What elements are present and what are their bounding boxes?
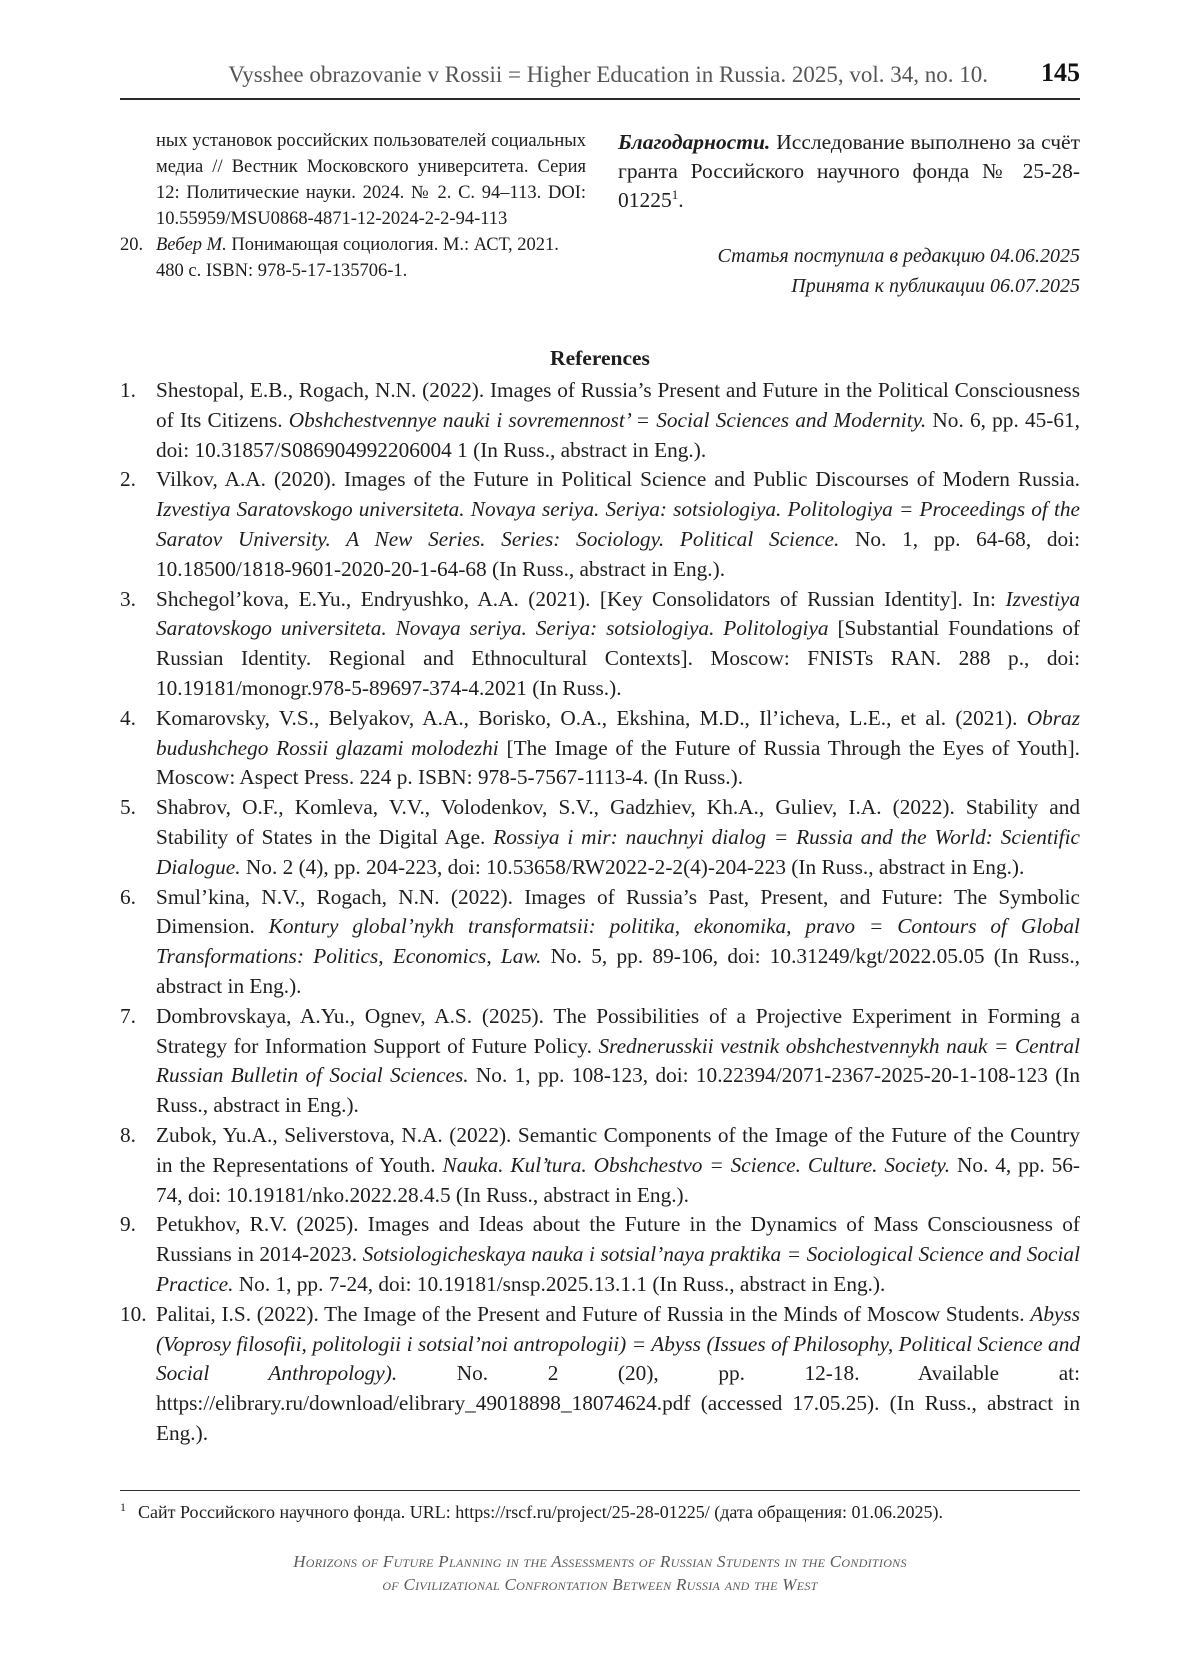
running-head	[120, 58, 1080, 100]
reference-details: No. 2 (4), pp. 204-223, doi: 10.53658/RW2022-2-2(4)-204-223 (In Russ., abstract in Eng.).	[240, 854, 1025, 879]
reference-item	[120, 465, 1080, 584]
reference-number: 3.	[120, 586, 136, 611]
reference-text	[156, 232, 586, 284]
reference-details: [The Image of the Future of Russia Through the Eyes of Youth]. Moscow: Aspect Press. 224 p. ISBN: 978-5-7567-1113-4. (In Russ.).	[156, 735, 1080, 790]
reference-details: No. 1, pp. 64-68, doi: 10.18500/1818-9601-2020-20-1-64-68 (In Russ., abstract in Eng.).	[156, 526, 1080, 581]
reference-text	[156, 1210, 1080, 1299]
reference-details: No. 2 (20), pp. 12-18. Available at: https://elibrary.ru/download/elibrary_49018898_18074624.pdf (accessed 17.05.25). (In Russ., abstract in Eng.).	[156, 1361, 1081, 1445]
reference-author: Вебер М.	[156, 235, 227, 255]
acknowledgements-label: Благодарности.	[618, 130, 771, 154]
reference-20	[120, 232, 586, 284]
reference-authors: Smul’kina, N.V., Rogach, N.N. (2022). Images of Russia’s Past, Present, and Future: The Symbolic Dimension.	[156, 884, 1080, 939]
reference-item	[120, 793, 1080, 882]
running-footer-title	[120, 1550, 1080, 1596]
reference-text	[156, 1121, 1080, 1210]
reference-number: 7.	[120, 1003, 136, 1028]
footnote	[120, 1500, 1080, 1524]
footer-title-line-1: Horizons of Future Planning in the Assessments of Russian Students in the Conditions	[293, 1552, 907, 1571]
reference-source: Abyss (Voprosy filosofii, politologii i sotsial’noi antropologii) = Abyss (Issues of Philosophy, Political Science and Social Anthropology).	[156, 1301, 1080, 1386]
reference-source: Rossiya i mir: nauchnyi dialog = Russia and the World: Scientific Dialogue.	[156, 824, 1080, 879]
reference-text	[156, 585, 1080, 704]
reference-source: Kontury global’nykh transformatsii: politika, ekonomika, pravo = Contours of Global Transformations: Politics, Economics, Law.	[156, 914, 1080, 969]
footnote-mark: 1	[120, 1500, 126, 1514]
reference-item	[120, 1300, 1080, 1449]
references-heading: References	[550, 346, 650, 370]
references-list	[120, 376, 1080, 1449]
reference-details: No. 1, pp. 108-123, doi: 10.22394/2071-2367-2025-20-1-108-123 (In Russ., abstract in Eng.).	[156, 1063, 1080, 1118]
received-date: Статья поступила в редакцию 04.06.2025	[717, 245, 1080, 267]
reference-text	[156, 1002, 1080, 1121]
reference-source: Sotsiologicheskaya nauka i sotsial’naya praktika = Sociological Science and Social Practice.	[156, 1242, 1080, 1296]
reference-authors: Vilkov, A.A. (2020). Images of the Future in Political Science and Public Discourses of Modern Russia.	[156, 467, 1080, 492]
reference-number: 10.	[120, 1301, 147, 1326]
reference-details: No. 1, pp. 7-24, doi: 10.19181/snsp.2025.13.1.1 (In Russ., abstract in Eng.).	[233, 1271, 886, 1296]
reference-number: 20.	[120, 235, 144, 255]
footnote-text: Сайт Российского научного фонда. URL: https://rscf.ru/project/25-28-01225/ (дата обращения: 01.06.2025).	[138, 1502, 944, 1522]
top-two-column-block	[120, 128, 1080, 318]
reference-body: Понимающая социология. М.: АСТ, 2021. 480 с. ISBN: 978-5-17-135706-1.	[156, 235, 559, 281]
reference-item	[120, 1121, 1080, 1210]
accepted-date: Принята к публикации 06.07.2025	[791, 275, 1080, 297]
reference-details: No. 5, pp. 89-106, doi: 10.31249/kgt/2022.05.05 (In Russ., abstract in Eng.).	[156, 944, 1080, 998]
journal-citation: Vysshee obrazovanie v Rossii = Higher Education in Russia. 2025, vol. 34, no. 10.	[228, 62, 988, 87]
acknowledgements-period: .	[678, 188, 684, 212]
reference-item	[120, 1210, 1080, 1299]
reference-source: Obshchestvennye nauki i sovremennost’ = Social Sciences and Modernity.	[288, 407, 927, 432]
acknowledgements-block	[618, 128, 1080, 301]
reference-authors: Dombrovskaya, A.Yu., Ognev, A.S. (2025). The Possibilities of a Projective Experiment in Forming a Strategy for Information Support of Future Policy.	[156, 1003, 1080, 1058]
reference-details: No. 4, pp. 56-74, doi: 10.19181/nko.2022.28.4.5 (In Russ., abstract in Eng.).	[156, 1152, 1080, 1207]
reference-item	[120, 1002, 1080, 1121]
reference-number: 9.	[120, 1212, 136, 1237]
russian-references-continuation	[120, 128, 586, 284]
acknowledgements-text: Исследование выполнено за счёт гранта Российского научного фонда № 25-28-01225	[618, 130, 1080, 212]
reference-authors: Komarovsky, V.S., Belyakov, A.A., Borisko, O.A., Ekshina, M.D., Il’icheva, L.E., et al. (2021).	[156, 705, 1027, 730]
reference-item	[120, 585, 1080, 704]
reference-number: 8.	[120, 1122, 136, 1147]
reference-authors: Shabrov, O.F., Komleva, V.V., Volodenkov, S.V., Gadzhiev, Kh.A., Guliev, I.A. (2022). Stability and Stability of States in the Digital Age.	[156, 795, 1080, 849]
reference-authors: Shestopal, E.B., Rogach, N.N. (2022). Images of Russia’s Present and Future in the Political Consciousness of Its Citizens.	[156, 378, 1080, 432]
reference-number: 1.	[120, 378, 136, 402]
footer-title-line-2: of Civilizational Confrontation Between Russia and the West	[382, 1575, 818, 1594]
reference-authors: Palitai, I.S. (2022). The Image of the Present and Future of Russia in the Minds of Moscow Students.	[156, 1301, 1031, 1326]
reference-source: Izvestiya Saratovskogo universiteta. Novaya seriya. Seriya: sotsiologiya. Politologiya	[156, 586, 1080, 641]
acknowledgements	[618, 128, 1080, 215]
reference-source: Obraz budushchego Rossii glazami molodezhi	[156, 705, 1080, 760]
reference-number: 5.	[120, 795, 136, 820]
reference-source: Nauka. Kul’tura. Obshchestvo = Science. Culture. Society.	[442, 1152, 951, 1177]
reference-authors: Petukhov, R.V. (2025). Images and Ideas about the Future in the Dynamics of Mass Consciousness of Russians in 2014-2023.	[156, 1212, 1080, 1267]
reference-text	[156, 1300, 1080, 1449]
reference-source: Izvestiya Saratovskogo universiteta. Novaya seriya. Seriya: sotsiologiya. Politologiya = Proceedings of the Saratov University. A New Series. Series: Sociology. Political Science.	[156, 497, 1080, 551]
reference-19-continuation: ных установок российских пользователей социальных медиа // Вестник Московского университета. Серия 12: Политические науки. 2024. № 2. С. 94–113. DOI: 10.55959/MSU0868-4871-12-2024-2-2-94-113	[156, 131, 586, 229]
reference-text	[156, 465, 1080, 584]
reference-number: 2.	[120, 467, 136, 492]
article-dates	[618, 241, 1080, 301]
reference-number: 6.	[120, 884, 136, 909]
page-number: 145	[1041, 58, 1080, 87]
reference-details: No. 6, pp. 45-61, doi: 10.31857/S086904992206004 1 (In Russ., abstract in Eng.).	[156, 407, 1080, 462]
reference-text	[156, 704, 1080, 793]
reference-item	[120, 376, 1080, 465]
reference-text	[156, 883, 1080, 1002]
footnote-divider	[120, 1490, 1080, 1491]
reference-details: [Substantial Foundations of Russian Identity. Regional and Ethnocultural Contexts]. Moscow: FNISTs RAN. 288 p., doi: 10.19181/monogr.978-5-89697-374-4.2021 (In Russ.).	[156, 616, 1080, 700]
reference-text	[156, 793, 1080, 882]
reference-authors: Zubok, Yu.A., Seliverstova, N.A. (2022). Semantic Components of the Image of the Future of the Country in the Representations of Youth.	[156, 1122, 1080, 1177]
reference-item	[120, 883, 1080, 1002]
reference-text	[156, 376, 1080, 465]
reference-item	[120, 704, 1080, 793]
footnote-marker: 1	[671, 186, 679, 202]
reference-number: 4.	[120, 705, 136, 730]
reference-authors: Shchegol’kova, E.Yu., Endryushko, A.A. (2021). [Key Consolidators of Russian Identity]. In:	[156, 586, 1006, 611]
reference-source: Srednerusskii vestnik obshchestvennykh nauk = Central Russian Bulletin of Social Sciences.	[156, 1033, 1080, 1088]
